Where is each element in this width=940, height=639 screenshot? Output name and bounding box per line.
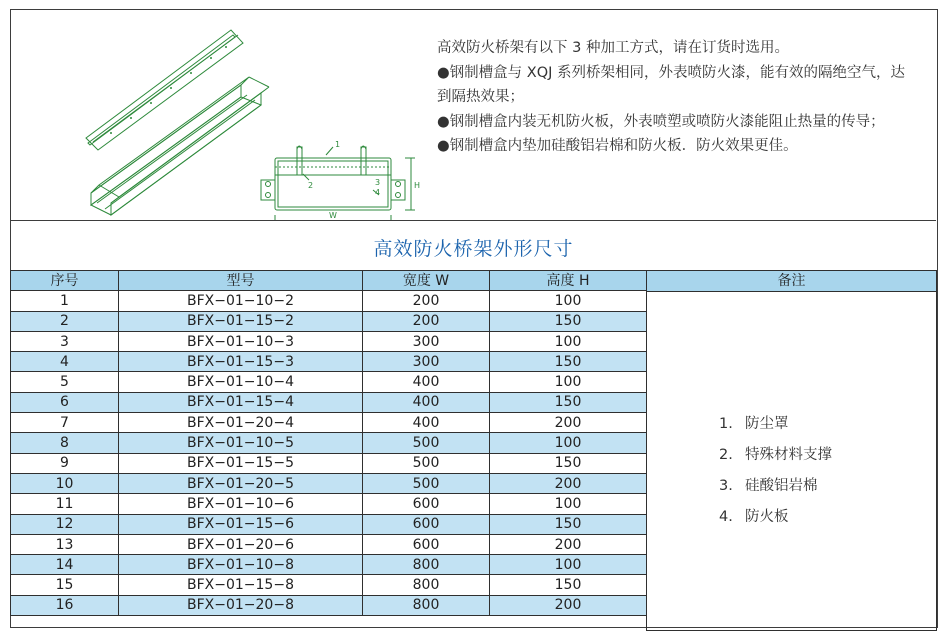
cell-no: 4: [11, 352, 119, 372]
table-row: [11, 514, 647, 534]
tray-illustration: [71, 25, 431, 220]
method-3: ●钢制槽盒内垫加硅酸铝岩棉和防火板．防火效果更佳。: [437, 138, 798, 154]
cell-model: BFX−01−10−6: [119, 494, 363, 514]
notes-list: [719, 409, 832, 533]
cell-model: BFX−01−15−6: [119, 514, 363, 534]
table-row: [11, 413, 647, 433]
cell-model: BFX−01−10−8: [119, 555, 363, 575]
cell-model: BFX−01−20−4: [119, 413, 363, 433]
note-item: [719, 502, 832, 533]
table-row: [11, 494, 647, 514]
document-frame: [10, 9, 938, 628]
cell-model: BFX−01−10−3: [119, 331, 363, 351]
table-row: [11, 291, 647, 311]
cell-width: 200: [363, 291, 490, 311]
notes-column: [646, 270, 937, 631]
note-text: 特殊材料支撑: [745, 447, 832, 463]
cell-no: 8: [11, 433, 119, 453]
table-row: [11, 331, 647, 351]
cell-no: 5: [11, 372, 119, 392]
cell-width: 800: [363, 575, 490, 595]
cell-model: BFX−01−20−6: [119, 534, 363, 554]
cell-width: 300: [363, 352, 490, 372]
cell-width: 500: [363, 453, 490, 473]
note-item: [719, 440, 832, 471]
table-row: [11, 372, 647, 392]
method-2: ●钢制槽盒内装无机防火板，外表喷塑或喷防火漆能阻止热量的传导；: [437, 113, 885, 130]
table-row: [11, 473, 647, 493]
cell-width: 800: [363, 555, 490, 575]
cell-model: BFX−01−10−4: [119, 372, 363, 392]
note-number: 3.: [719, 478, 733, 494]
intro-line: 高效防火桥架有以下 3 种加工方式，请在订货时选用。: [437, 40, 789, 56]
diagram-label-1: 1: [335, 140, 341, 149]
cell-no: 2: [11, 311, 119, 331]
header-note: 备注: [647, 271, 936, 292]
cell-height: 150: [490, 453, 647, 473]
cell-width: 300: [363, 331, 490, 351]
cell-width: 600: [363, 494, 490, 514]
header-width: 宽度 W: [363, 271, 490, 291]
cell-model: BFX−01−15−8: [119, 575, 363, 595]
cell-model: BFX−01−20−5: [119, 473, 363, 493]
note-text: 防火板: [745, 509, 789, 525]
cell-width: 500: [363, 433, 490, 453]
table-row: [11, 352, 647, 372]
cell-height: 150: [490, 575, 647, 595]
cell-model: BFX−01−10−5: [119, 433, 363, 453]
cell-no: 13: [11, 534, 119, 554]
table-row: [11, 555, 647, 575]
note-text: 硅酸铝岩棉: [745, 478, 818, 494]
cell-height: 100: [490, 372, 647, 392]
cell-no: 16: [11, 595, 119, 615]
cell-height: 100: [490, 331, 647, 351]
header-height: 高度 H: [490, 271, 647, 291]
note-item: [719, 409, 832, 440]
cell-width: 400: [363, 372, 490, 392]
header-model: 型号: [119, 271, 363, 291]
header-no: 序号: [11, 271, 119, 291]
cell-model: BFX−01−15−4: [119, 392, 363, 412]
note-number: 1.: [719, 416, 733, 432]
method-1: ●钢制槽盒与 XQJ 系列桥架相同，外表喷防火漆，能有效的隔绝空气，达到隔热效果；: [437, 64, 905, 105]
table-row: [11, 595, 647, 615]
diagram-label-h: H: [414, 181, 421, 190]
cell-no: 3: [11, 331, 119, 351]
table-row: [11, 433, 647, 453]
diagram-label-3: 3: [375, 178, 381, 187]
table-row: [11, 575, 647, 595]
cell-model: BFX−01−15−2: [119, 311, 363, 331]
table-header-row: [11, 271, 647, 291]
diagram-label-2: 2: [308, 181, 314, 190]
cell-no: 6: [11, 392, 119, 412]
cell-no: 7: [11, 413, 119, 433]
cell-no: 15: [11, 575, 119, 595]
cell-height: 200: [490, 473, 647, 493]
cell-no: 10: [11, 473, 119, 493]
cell-height: 200: [490, 413, 647, 433]
cell-height: 200: [490, 595, 647, 615]
cell-no: 9: [11, 453, 119, 473]
cell-height: 100: [490, 433, 647, 453]
cell-no: 1: [11, 291, 119, 311]
intro-section: [11, 10, 936, 220]
cell-width: 200: [363, 311, 490, 331]
cell-model: BFX−01−10−2: [119, 291, 363, 311]
note-number: 4.: [719, 509, 733, 525]
cell-height: 200: [490, 534, 647, 554]
cell-no: 12: [11, 514, 119, 534]
table-title: 高效防火桥架外形尺寸: [373, 238, 574, 260]
cell-width: 500: [363, 473, 490, 493]
table-row: [11, 534, 647, 554]
cell-height: 100: [490, 291, 647, 311]
cell-height: 100: [490, 494, 647, 514]
cell-width: 400: [363, 392, 490, 412]
cell-height: 150: [490, 514, 647, 534]
dimension-table: [10, 270, 647, 616]
section-divider: [11, 220, 936, 221]
cell-width: 600: [363, 534, 490, 554]
cell-model: BFX−01−15−5: [119, 453, 363, 473]
diagram-label-4: 4: [375, 188, 381, 197]
cell-height: 150: [490, 352, 647, 372]
cell-height: 100: [490, 555, 647, 575]
cell-height: 150: [490, 311, 647, 331]
cell-width: 600: [363, 514, 490, 534]
note-item: [719, 471, 832, 502]
cell-width: 400: [363, 413, 490, 433]
table-row: [11, 311, 647, 331]
cell-no: 14: [11, 555, 119, 575]
cell-no: 11: [11, 494, 119, 514]
cell-model: BFX−01−20−8: [119, 595, 363, 615]
diagram-label-w: W: [329, 211, 337, 220]
note-text: 防尘罩: [745, 416, 789, 432]
cell-width: 800: [363, 595, 490, 615]
cross-section-drawing: [261, 146, 415, 220]
table-row: [11, 453, 647, 473]
processing-methods: [437, 36, 917, 159]
cell-height: 150: [490, 392, 647, 412]
table-row: [11, 392, 647, 412]
note-number: 2.: [719, 447, 733, 463]
cell-model: BFX−01−15−3: [119, 352, 363, 372]
